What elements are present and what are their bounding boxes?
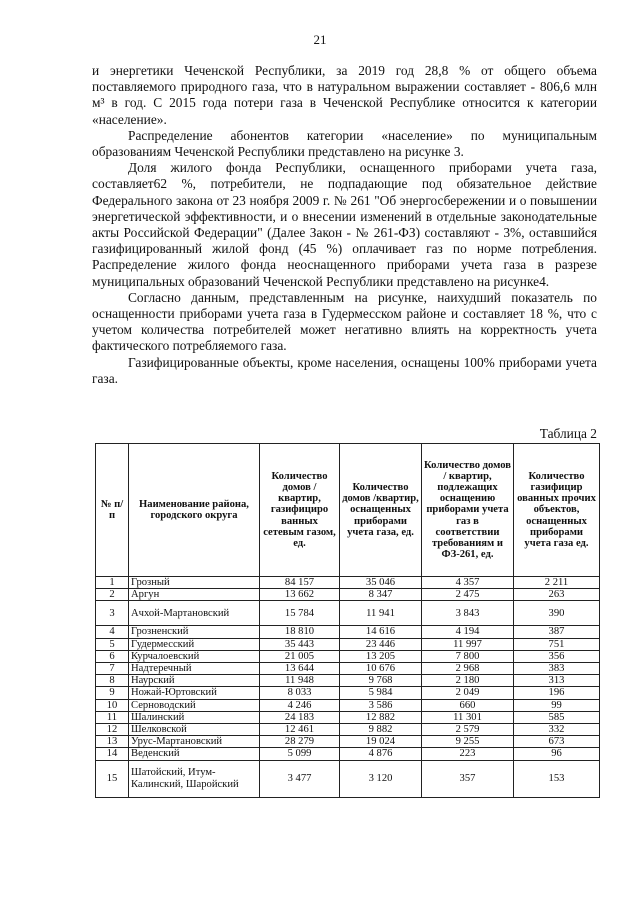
table-row <box>96 760 600 797</box>
cell-district: Грозный <box>129 577 260 589</box>
cell-other-objects: 585 <box>514 711 600 723</box>
cell-district: Серноводский <box>129 699 260 711</box>
cell-number: 11 <box>96 711 129 723</box>
cell-district: Урус-Мартановский <box>129 736 260 748</box>
cell-district: Аргун <box>129 589 260 601</box>
cell-to-equip: 3 843 <box>422 601 514 626</box>
cell-to-equip: 2 968 <box>422 663 514 675</box>
table-row <box>96 736 600 748</box>
cell-gasified: 84 157 <box>260 577 340 589</box>
cell-number: 9 <box>96 687 129 699</box>
header-district: Наименование района, городского округа <box>129 444 260 577</box>
table-row <box>96 687 600 699</box>
cell-metered: 13 205 <box>340 650 422 662</box>
cell-other-objects: 387 <box>514 626 600 638</box>
cell-gasified: 12 461 <box>260 724 340 736</box>
cell-metered: 5 984 <box>340 687 422 699</box>
gas-meters-table <box>95 443 600 798</box>
body-text <box>92 63 597 387</box>
cell-district: Веденский <box>129 748 260 760</box>
table-row <box>96 638 600 650</box>
cell-district: Наурский <box>129 675 260 687</box>
table-row <box>96 577 600 589</box>
cell-number: 7 <box>96 663 129 675</box>
table-row <box>96 650 600 662</box>
cell-gasified: 28 279 <box>260 736 340 748</box>
cell-metered: 9 768 <box>340 675 422 687</box>
table-row <box>96 724 600 736</box>
cell-other-objects: 313 <box>514 675 600 687</box>
cell-gasified: 18 810 <box>260 626 340 638</box>
paragraph-5: Газифицированные объекты, кроме населения, оснащены 100% приборами учета газа. <box>92 354 597 386</box>
cell-to-equip: 9 255 <box>422 736 514 748</box>
cell-gasified: 4 246 <box>260 699 340 711</box>
header-to-equip: Количество домов / квартир, подлежащих оснащению приборами учета газ в соответствии требованиям и ФЗ-261, ед. <box>422 444 514 577</box>
cell-district: Шелковской <box>129 724 260 736</box>
cell-metered: 10 676 <box>340 663 422 675</box>
header-number: № п/п <box>96 444 129 577</box>
table-row <box>96 626 600 638</box>
cell-gasified: 13 662 <box>260 589 340 601</box>
cell-to-equip: 357 <box>422 760 514 797</box>
cell-to-equip: 660 <box>422 699 514 711</box>
cell-gasified: 24 183 <box>260 711 340 723</box>
table-row <box>96 663 600 675</box>
cell-other-objects: 2 211 <box>514 577 600 589</box>
cell-to-equip: 2 475 <box>422 589 514 601</box>
cell-to-equip: 7 800 <box>422 650 514 662</box>
cell-district: Шалинский <box>129 711 260 723</box>
cell-metered: 11 941 <box>340 601 422 626</box>
cell-number: 5 <box>96 638 129 650</box>
cell-number: 1 <box>96 577 129 589</box>
cell-gasified: 13 644 <box>260 663 340 675</box>
cell-to-equip: 4 194 <box>422 626 514 638</box>
cell-metered: 23 446 <box>340 638 422 650</box>
cell-other-objects: 153 <box>514 760 600 797</box>
cell-number: 14 <box>96 748 129 760</box>
cell-number: 10 <box>96 699 129 711</box>
cell-metered: 8 347 <box>340 589 422 601</box>
cell-metered: 9 882 <box>340 724 422 736</box>
cell-other-objects: 751 <box>514 638 600 650</box>
cell-to-equip: 2 579 <box>422 724 514 736</box>
page-number: 21 <box>313 32 327 47</box>
header-metered: Количество домов /квартир, оснащенных приборами учета газа, ед. <box>340 444 422 577</box>
cell-other-objects: 99 <box>514 699 600 711</box>
cell-other-objects: 332 <box>514 724 600 736</box>
cell-to-equip: 223 <box>422 748 514 760</box>
cell-metered: 19 024 <box>340 736 422 748</box>
cell-district: Надтеречный <box>129 663 260 675</box>
table-caption: Таблица 2 <box>539 426 597 441</box>
table-row <box>96 699 600 711</box>
cell-district: Курчалоевский <box>129 650 260 662</box>
cell-gasified: 35 443 <box>260 638 340 650</box>
cell-to-equip: 11 997 <box>422 638 514 650</box>
cell-district: Шатойский, Итум-Калинский, Шаройский <box>129 760 260 797</box>
header-other-objects: Количество газифицир ованных прочих объектов, оснащенных приборами учета газа ед. <box>514 444 600 577</box>
cell-other-objects: 383 <box>514 663 600 675</box>
table-row <box>96 675 600 687</box>
table-row <box>96 601 600 626</box>
cell-number: 6 <box>96 650 129 662</box>
cell-gasified: 15 784 <box>260 601 340 626</box>
cell-other-objects: 263 <box>514 589 600 601</box>
cell-to-equip: 2 180 <box>422 675 514 687</box>
cell-number: 12 <box>96 724 129 736</box>
header-gasified: Количество домов /квартир, газифициро ванных сетевым газом, ед. <box>260 444 340 577</box>
cell-other-objects: 673 <box>514 736 600 748</box>
table-row <box>96 748 600 760</box>
paragraph-3: Доля жилого фонда Республики, оснащенного приборами учета газа, составляет62 %, потребители, не подпадающие под обязательное действие Федерального закона от 23 ноября 2009 г. № 261 "Об энергосбережении и о повышении энергетической эффективности, и о внесении изменений в отдельные законодательные акты Российской Федерации" (Далее Закон - № 261-ФЗ) составляют - 3%, оставшийся газифицированный жилой фонд (45 %) оплачивает газ по норме потребления. Распределение жилого фонда неоснащенного приборами учета газа в разрезе муниципальных образований Чеченской Республики представлено на рисунке4. <box>92 160 597 289</box>
cell-other-objects: 196 <box>514 687 600 699</box>
table-header-row <box>96 444 600 577</box>
cell-district: Гудермесский <box>129 638 260 650</box>
cell-number: 13 <box>96 736 129 748</box>
cell-district: Ачхой-Мартановский <box>129 601 260 626</box>
cell-to-equip: 11 301 <box>422 711 514 723</box>
cell-metered: 14 616 <box>340 626 422 638</box>
cell-other-objects: 390 <box>514 601 600 626</box>
cell-to-equip: 4 357 <box>422 577 514 589</box>
cell-gasified: 3 477 <box>260 760 340 797</box>
paragraph-4: Согласно данным, представленным на рисунке, наихудший показатель по оснащенности приборами учета газа в Гудермесском районе и составляет 18 %, что с учетом количества потребителей может негативно влиять на корректность учета фактического потребляемого газа. <box>92 289 597 354</box>
cell-number: 8 <box>96 675 129 687</box>
paragraph-1: и энергетики Чеченской Республики, за 2019 год 28,8 % от общего объема поставляемого природного газа, что в натуральном выражении составляет - 806,6 млн м³ в год. С 2015 года потери газа в Чеченской Республике относится к категории «население». <box>92 63 597 127</box>
cell-district: Ножай-Юртовский <box>129 687 260 699</box>
cell-to-equip: 2 049 <box>422 687 514 699</box>
cell-number: 3 <box>96 601 129 626</box>
cell-gasified: 11 948 <box>260 675 340 687</box>
cell-gasified: 8 033 <box>260 687 340 699</box>
cell-metered: 12 882 <box>340 711 422 723</box>
cell-district: Грозненский <box>129 626 260 638</box>
table-row <box>96 589 600 601</box>
cell-metered: 4 876 <box>340 748 422 760</box>
table-row <box>96 711 600 723</box>
cell-gasified: 5 099 <box>260 748 340 760</box>
cell-metered: 35 046 <box>340 577 422 589</box>
cell-other-objects: 356 <box>514 650 600 662</box>
cell-number: 4 <box>96 626 129 638</box>
cell-metered: 3 120 <box>340 760 422 797</box>
paragraph-2: Распределение абонентов категории «население» по муниципальным образованиям Чеченской Республики представлено на рисунке 3. <box>92 127 597 160</box>
cell-other-objects: 96 <box>514 748 600 760</box>
cell-gasified: 21 005 <box>260 650 340 662</box>
cell-metered: 3 586 <box>340 699 422 711</box>
cell-number: 2 <box>96 589 129 601</box>
cell-number: 15 <box>96 760 129 797</box>
